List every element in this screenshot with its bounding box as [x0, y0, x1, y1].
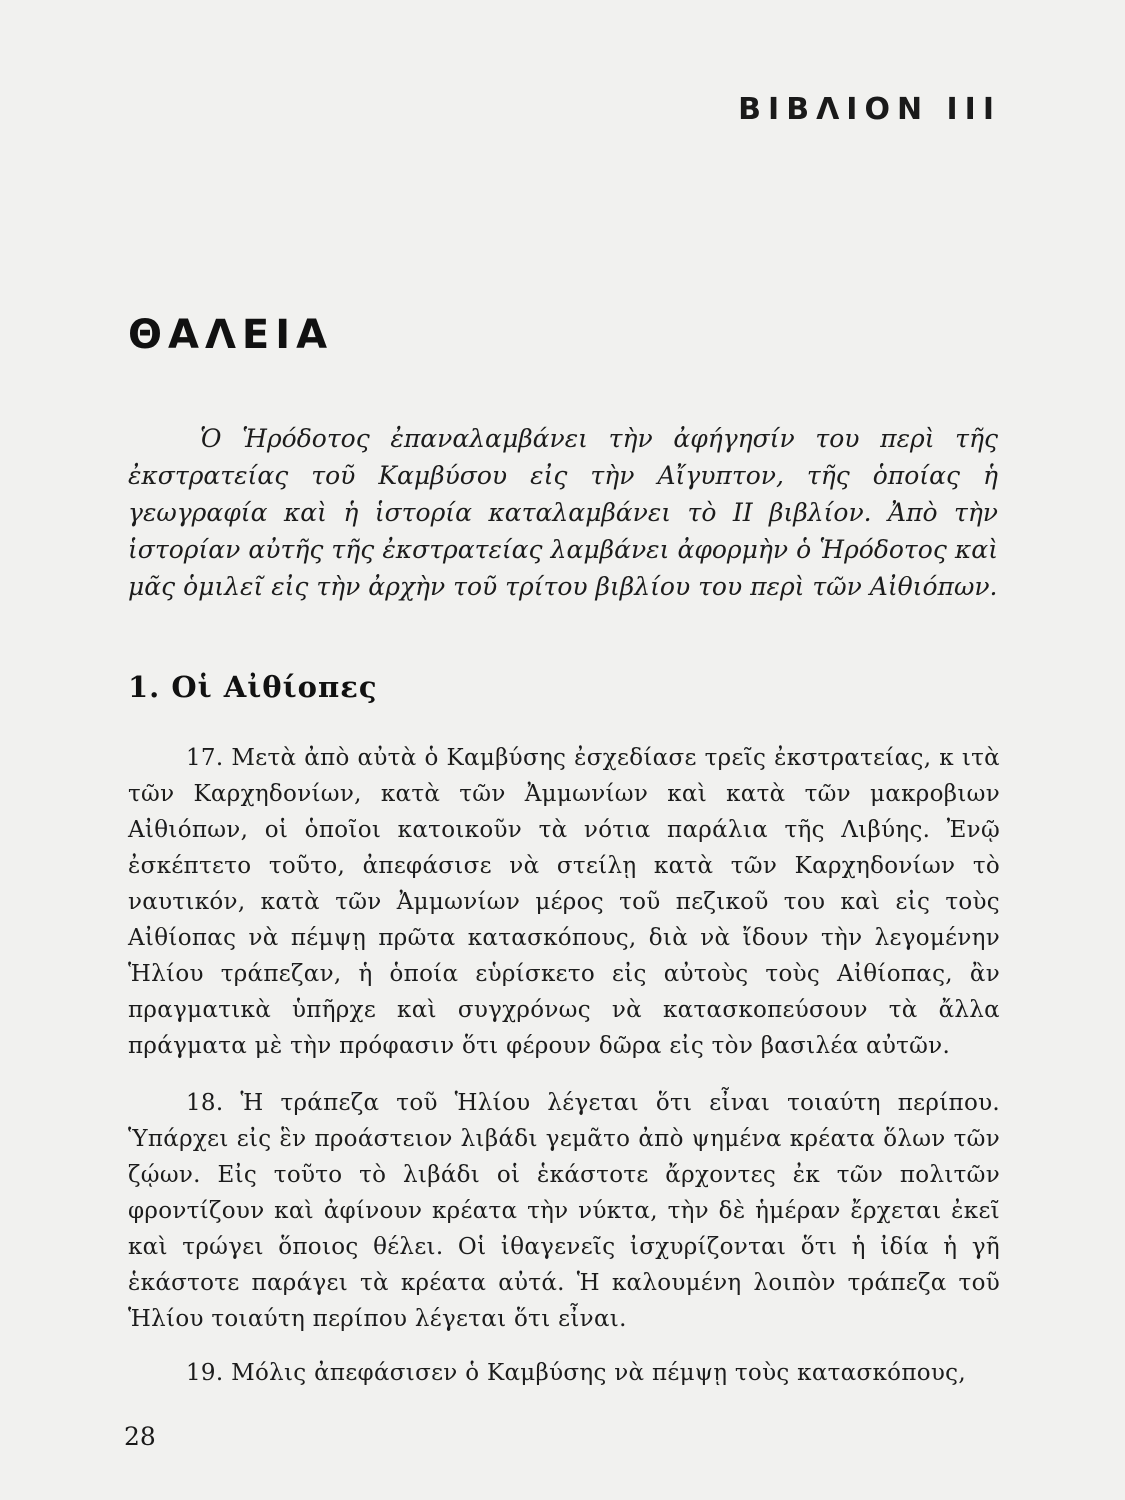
running-head: ΒΙΒΛΙΟΝ ΙΙΙ — [738, 92, 1001, 127]
paragraph-18: 18. Ἡ τράπεζα τοῦ Ἡλίου λέγεται ὅτι εἶναι τοιαύτη περίπου. Ὑπάρχει εἰς ἓν προάστειον λιβάδι γεμᾶτο ἀπὸ ψημένα κρέατα ὅλων τῶν ζῴων. Εἰς τοῦτο τὸ λιβάδι οἱ ἑκάστοτε ἄρχοντες ἐκ τῶν πολιτῶν φροντίζουν καὶ ἀφίνουν κρέατα τὴν νύκτα, τὴν δὲ ἡμέραν ἔρχεται ἐκεῖ καὶ τρώγει ὅποιος θέλει. Οἱ ἰθαγενεῖς ἰσχυρίζονται ὅτι ἡ ἰδία ἡ γῆ ἑκάστοτε παράγει τὰ κρέατα αὐτά. Ἡ καλουμένη λοιπὸν τράπεζα τοῦ Ἡλίου τοιαύτη περίπου λέγεται ὅτι εἶναι. — [128, 1090, 1000, 1332]
chapter-intro: Ὁ Ἡρόδοτος ἐπαναλαμβάνει τὴν ἀφήγησίν του περὶ τῆς ἐκστρατείας τοῦ Καμβύσου εἰς τὴν Αἴγυπτον, τῆς ὁποίας ἡ γεωγραφία καὶ ἡ ἱστορία καταλαμβάνει τὸ ΙΙ βιβλίον. Ἀπὸ τὴν ἱστορίαν αὐτῆς τῆς ἐκστρατείας λαμβάνει ἀφορμὴν ὁ Ἡρόδοτος καὶ μᾶς ὁμιλεῖ εἰς τὴν ἀρχὴν τοῦ τρίτου βιβλίου του περὶ τῶν Αἰθιόπων. — [128, 424, 998, 601]
chapter-title: ΘΑΛΕΙΑ — [128, 312, 334, 358]
paragraph-17: 17. Μετὰ ἀπὸ αὐτὰ ὁ Καμβύσης ἐσχεδίασε τρεῖς ἐκστρατείας, κ ιτὰ τῶν Καρχηδονίων, κατὰ τῶν Ἀμμωνίων καὶ κατὰ τῶν μακροβιων Αἰθιόπων, οἱ ὁποῖοι κατοικοῦν τὰ νότια παράλια τῆς Λιβύης. Ἐνῷ ἐσκέπτετο τοῦτο, ἀπεφάσισε νὰ στείλῃ κατὰ τῶν Καρχηδονίων τὸ ναυτικόν, κατὰ τῶν Ἀμμωνίων μέρος τοῦ πεζικοῦ του καὶ εἰς τοὺς Αἰθίοπας νὰ πέμψῃ πρῶτα κατασκόπους, διὰ νὰ ἴδουν τὴν λεγομένην Ἡλίου τράπεζαν, ἡ ὁποία εὑρίσκετο εἰς αὐτοὺς τοὺς Αἰθίοπας, ἂν πραγματικὰ ὑπῆρχε καὶ συγχρόνως νὰ κατασκοπεύσουν τὰ ἄλλα πράγματα μὲ τὴν πρόφασιν ὅτι φέρουν δῶρα εἰς τὸν βασιλέα αὐτῶν. — [128, 745, 1000, 1059]
page-number: 28 — [124, 1422, 156, 1451]
section-title: 1. Οἱ Αἰθίοπες — [128, 670, 378, 704]
paragraph-19: 19. Μόλις ἀπεφάσισεν ὁ Καμβύσης νὰ πέμψῃ τοὺς κατασκόπους, — [186, 1360, 966, 1386]
